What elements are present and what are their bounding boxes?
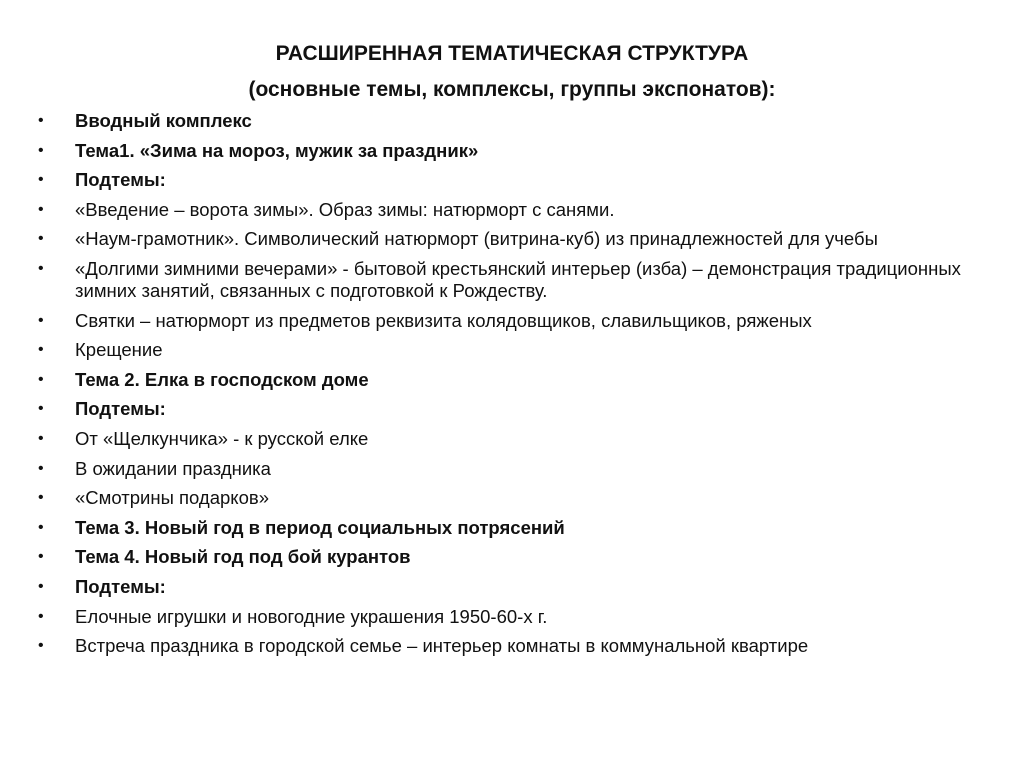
list-item (38, 310, 998, 332)
list-item-text: «Введение – ворота зимы». Образ зимы: натюрморт с санями. (75, 198, 615, 220)
list-item (38, 228, 998, 250)
list-item (38, 635, 998, 657)
bullet-icon: • (38, 141, 44, 159)
list-item (38, 428, 998, 450)
list-item (38, 199, 998, 221)
list-item-text: Тема 2. Елка в господском доме (75, 368, 369, 390)
list-item-text: «Наум-грамотник». Символический натюрморт (витрина-куб) из принадлежностей для учебы (75, 228, 878, 250)
title-line-2: (основные темы, комплексы, группы экспонатов): (248, 78, 776, 101)
bullet-icon: • (38, 577, 44, 595)
bullet-icon: • (38, 112, 44, 129)
list-item (38, 576, 998, 598)
list-item (38, 369, 998, 391)
list-item-text: Тема1. «Зима на мороз, мужик за праздник» (75, 139, 479, 161)
bullet-icon: • (38, 400, 44, 418)
bullet-icon: • (38, 200, 44, 218)
list-item (38, 487, 998, 509)
bullet-icon: • (38, 259, 44, 277)
bullet-icon: • (38, 518, 44, 536)
list-item (38, 398, 998, 420)
list-item (38, 258, 998, 302)
list-item-text: Подтемы: (75, 398, 166, 420)
bullet-icon: • (38, 341, 44, 359)
bullet-icon: • (38, 370, 44, 388)
list-item-text: Подтемы: (75, 575, 166, 597)
list-item-text: Вводный комплекс (75, 110, 252, 131)
list-item (38, 517, 998, 539)
list-item-text: Тема 4. Новый год под бой курантов (75, 546, 411, 568)
list-item (38, 169, 998, 191)
list-item (38, 458, 998, 480)
list-item-text: Встреча праздника в городской семье – интерьер комнаты в коммунальной квартире (75, 635, 809, 657)
list-item-text: Крещение (75, 339, 163, 361)
list-item (38, 546, 998, 568)
list-item (38, 606, 998, 628)
bullet-icon: • (38, 171, 44, 189)
list-item-text: Тема 3. Новый год в период социальных потрясений (75, 516, 565, 538)
bullet-icon: • (38, 637, 44, 655)
list-item-text: «Долгими зимними вечерами» - бытовой крестьянский интерьер (изба) – демонстрация традиционных зимних занятий, связанных с подготовкой к Рождеству. (75, 257, 961, 301)
bullet-icon: • (38, 548, 44, 566)
list-item-text: В ожидании праздника (75, 457, 271, 479)
list-item-text: Елочные игрушки и новогодние украшения 1950-60-х г. (75, 605, 548, 627)
list-item-text: Подтемы: (75, 169, 166, 191)
bullet-icon: • (38, 459, 44, 477)
title-line-1: РАСШИРЕННАЯ ТЕМАТИЧЕСКАЯ СТРУКТУРА (275, 42, 749, 65)
list-item-text: Святки – натюрморт из предметов реквизита колядовщиков, славильщиков, ряженых (75, 309, 812, 331)
topic-list (38, 110, 998, 665)
list-item-text: «Смотрины подарков» (75, 487, 269, 509)
list-item-text: От «Щелкунчика» - к русской елке (75, 427, 369, 449)
slide-title (0, 36, 1024, 108)
list-item (38, 140, 998, 162)
list-item (38, 110, 998, 132)
list-item (38, 339, 998, 361)
bullet-icon: • (38, 607, 44, 625)
bullet-icon: • (38, 230, 44, 248)
bullet-icon: • (38, 429, 44, 447)
bullet-icon: • (38, 489, 44, 507)
bullet-icon: • (38, 311, 44, 329)
